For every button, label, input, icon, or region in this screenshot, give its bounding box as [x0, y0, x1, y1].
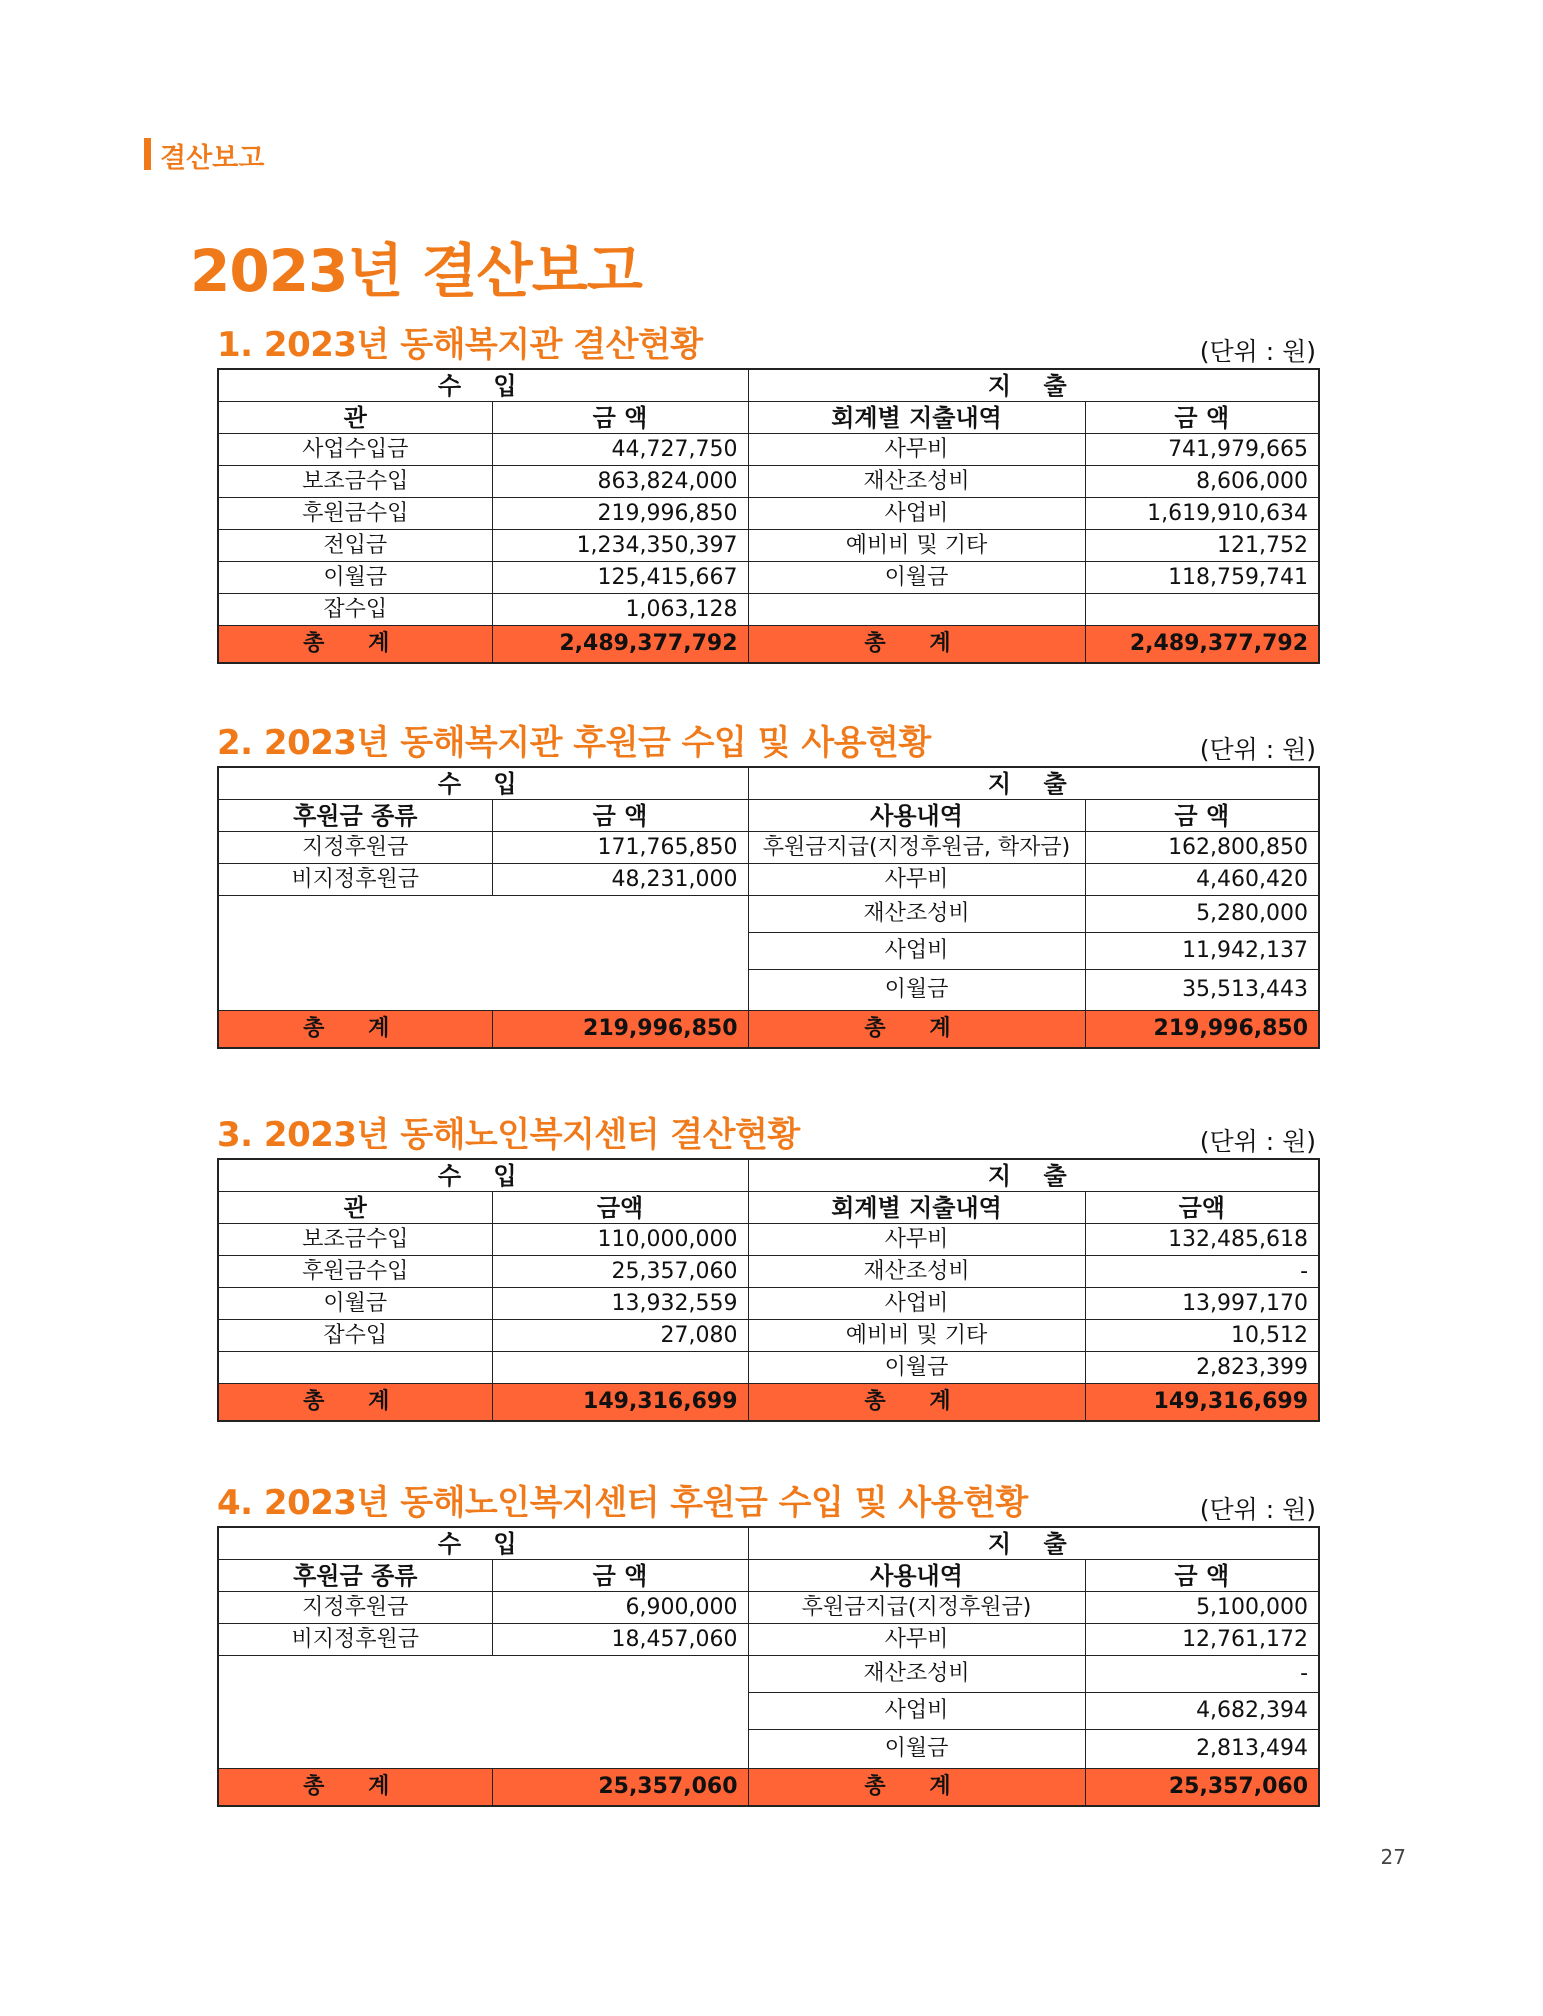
total-income: 25,357,060	[492, 1769, 748, 1807]
expense-header: 지 출	[748, 1159, 1319, 1192]
donation-table-2	[217, 766, 1320, 1049]
income-amount: 48,231,000	[492, 864, 748, 896]
expense-item: 이월금	[748, 970, 1085, 1011]
col-header: 금액	[1085, 1192, 1319, 1224]
total-expense: 149,316,699	[1085, 1384, 1319, 1422]
col-header: 회계별 지출내역	[748, 402, 1085, 434]
expense-amount: 2,813,494	[1085, 1730, 1319, 1769]
col-header: 금 액	[1085, 402, 1319, 434]
total-expense: 219,996,850	[1085, 1011, 1319, 1049]
expense-amount: 4,460,420	[1085, 864, 1319, 896]
expense-item: 재산조성비	[748, 1256, 1085, 1288]
expense-item: 이월금	[748, 562, 1085, 594]
expense-amount: 132,485,618	[1085, 1224, 1319, 1256]
expense-amount: 5,100,000	[1085, 1592, 1319, 1624]
table-row	[218, 1224, 1319, 1256]
expense-item: 사업비	[748, 498, 1085, 530]
expense-item	[748, 594, 1085, 626]
col-header: 사용내역	[748, 800, 1085, 832]
expense-item: 사무비	[748, 434, 1085, 466]
expense-header: 지 출	[748, 767, 1319, 800]
income-header: 수 입	[218, 369, 748, 402]
table-row	[218, 434, 1319, 466]
income-amount: 44,727,750	[492, 434, 748, 466]
expense-amount: -	[1085, 1256, 1319, 1288]
col-header: 회계별 지출내역	[748, 1192, 1085, 1224]
income-item: 후원금수입	[218, 498, 492, 530]
income-item: 후원금수입	[218, 1256, 492, 1288]
empty-cell	[218, 896, 748, 1011]
income-item: 사업수입금	[218, 434, 492, 466]
income-item: 잡수입	[218, 594, 492, 626]
table-row	[218, 1592, 1319, 1624]
expense-item: 재산조성비	[748, 1656, 1085, 1693]
income-item: 잡수입	[218, 1320, 492, 1352]
expense-item: 후원금지급(지정후원금)	[748, 1592, 1085, 1624]
expense-header: 지 출	[748, 1527, 1319, 1560]
expense-item: 사업비	[748, 1693, 1085, 1730]
income-amount: 25,357,060	[492, 1256, 748, 1288]
total-income: 149,316,699	[492, 1384, 748, 1422]
expense-item: 예비비 및 기타	[748, 1320, 1085, 1352]
income-item: 전입금	[218, 530, 492, 562]
col-header: 관	[218, 1192, 492, 1224]
expense-item: 사업비	[748, 933, 1085, 970]
table-row	[218, 1256, 1319, 1288]
total-row	[218, 1384, 1319, 1422]
income-item: 지정후원금	[218, 832, 492, 864]
income-amount: 18,457,060	[492, 1624, 748, 1656]
expense-item: 재산조성비	[748, 896, 1085, 933]
expense-amount	[1085, 594, 1319, 626]
income-amount: 13,932,559	[492, 1288, 748, 1320]
expense-amount: 1,619,910,634	[1085, 498, 1319, 530]
total-expense: 2,489,377,792	[1085, 626, 1319, 664]
total-label: 총 계	[748, 626, 1085, 664]
total-row	[218, 1769, 1319, 1807]
table-title: 4. 2023년 동해노인복지센터 후원금 수입 및 사용현황	[217, 1483, 1028, 1523]
expense-item: 예비비 및 기타	[748, 530, 1085, 562]
expense-amount: 118,759,741	[1085, 562, 1319, 594]
total-row	[218, 626, 1319, 664]
table-row	[218, 594, 1319, 626]
income-item: 이월금	[218, 1288, 492, 1320]
total-expense: 25,357,060	[1085, 1769, 1319, 1807]
expense-amount: 35,513,443	[1085, 970, 1319, 1011]
report-block-2	[217, 724, 1318, 1049]
unit-label: (단위 : 원)	[1199, 735, 1316, 764]
col-header: 관	[218, 402, 492, 434]
income-header: 수 입	[218, 767, 748, 800]
section-label: 결산보고	[160, 143, 265, 174]
empty-cell	[218, 1656, 748, 1769]
expense-item: 재산조성비	[748, 466, 1085, 498]
income-amount: 110,000,000	[492, 1224, 748, 1256]
table-row	[218, 1624, 1319, 1656]
expense-amount: 4,682,394	[1085, 1693, 1319, 1730]
income-amount	[492, 1352, 748, 1384]
total-label: 총 계	[218, 1769, 492, 1807]
total-row	[218, 1011, 1319, 1049]
total-label: 총 계	[218, 1384, 492, 1422]
page-number: 27	[1380, 1845, 1406, 1869]
income-item: 보조금수입	[218, 466, 492, 498]
income-item: 지정후원금	[218, 1592, 492, 1624]
table-row	[218, 1320, 1319, 1352]
table-row	[218, 1352, 1319, 1384]
col-header: 금 액	[1085, 800, 1319, 832]
total-income: 219,996,850	[492, 1011, 748, 1049]
report-block-1	[217, 326, 1318, 664]
unit-label: (단위 : 원)	[1199, 337, 1316, 366]
income-amount: 1,063,128	[492, 594, 748, 626]
page-title: 2023년 결산보고	[190, 237, 642, 305]
section-marker	[144, 138, 151, 170]
expense-amount: 121,752	[1085, 530, 1319, 562]
table-row	[218, 1656, 1319, 1693]
expense-amount: 162,800,850	[1085, 832, 1319, 864]
expense-amount: 2,823,399	[1085, 1352, 1319, 1384]
expense-item: 사업비	[748, 1288, 1085, 1320]
col-header: 후원금 종류	[218, 1560, 492, 1592]
expense-amount: 12,761,172	[1085, 1624, 1319, 1656]
income-amount: 6,900,000	[492, 1592, 748, 1624]
col-header: 후원금 종류	[218, 800, 492, 832]
expense-item: 이월금	[748, 1352, 1085, 1384]
total-label: 총 계	[748, 1384, 1085, 1422]
income-header: 수 입	[218, 1159, 748, 1192]
settlement-table-1	[217, 368, 1320, 664]
table-title: 2. 2023년 동해복지관 후원금 수입 및 사용현황	[217, 723, 931, 763]
col-header: 금 액	[492, 800, 748, 832]
report-block-4	[217, 1484, 1318, 1807]
table-title: 1. 2023년 동해복지관 결산현황	[217, 325, 703, 365]
expense-amount: 11,942,137	[1085, 933, 1319, 970]
expense-amount: 741,979,665	[1085, 434, 1319, 466]
income-item	[218, 1352, 492, 1384]
table-row	[218, 1288, 1319, 1320]
expense-item: 사무비	[748, 864, 1085, 896]
income-amount: 219,996,850	[492, 498, 748, 530]
expense-header: 지 출	[748, 369, 1319, 402]
expense-item: 사무비	[748, 1624, 1085, 1656]
expense-item: 후원금지급(지정후원금, 학자금)	[748, 832, 1085, 864]
income-item: 비지정후원금	[218, 1624, 492, 1656]
donation-table-4	[217, 1526, 1320, 1807]
total-label: 총 계	[748, 1011, 1085, 1049]
income-amount: 125,415,667	[492, 562, 748, 594]
income-amount: 1,234,350,397	[492, 530, 748, 562]
income-item: 보조금수입	[218, 1224, 492, 1256]
expense-amount: -	[1085, 1656, 1319, 1693]
total-label: 총 계	[218, 1011, 492, 1049]
table-row	[218, 498, 1319, 530]
income-amount: 171,765,850	[492, 832, 748, 864]
table-row	[218, 562, 1319, 594]
expense-amount: 8,606,000	[1085, 466, 1319, 498]
table-row	[218, 832, 1319, 864]
total-income: 2,489,377,792	[492, 626, 748, 664]
col-header: 금 액	[492, 402, 748, 434]
expense-item: 사무비	[748, 1224, 1085, 1256]
table-title: 3. 2023년 동해노인복지센터 결산현황	[217, 1115, 800, 1155]
table-row	[218, 864, 1319, 896]
expense-item: 이월금	[748, 1730, 1085, 1769]
income-item: 이월금	[218, 562, 492, 594]
col-header: 금 액	[1085, 1560, 1319, 1592]
table-row	[218, 530, 1319, 562]
expense-amount: 10,512	[1085, 1320, 1319, 1352]
report-block-3	[217, 1116, 1318, 1422]
col-header: 금 액	[492, 1560, 748, 1592]
settlement-table-3	[217, 1158, 1320, 1422]
total-label: 총 계	[218, 626, 492, 664]
income-amount: 27,080	[492, 1320, 748, 1352]
income-header: 수 입	[218, 1527, 748, 1560]
expense-amount: 13,997,170	[1085, 1288, 1319, 1320]
income-item: 비지정후원금	[218, 864, 492, 896]
income-amount: 863,824,000	[492, 466, 748, 498]
expense-amount: 5,280,000	[1085, 896, 1319, 933]
unit-label: (단위 : 원)	[1199, 1127, 1316, 1156]
col-header: 금액	[492, 1192, 748, 1224]
total-label: 총 계	[748, 1769, 1085, 1807]
col-header: 사용내역	[748, 1560, 1085, 1592]
table-row	[218, 896, 1319, 933]
table-row	[218, 466, 1319, 498]
unit-label: (단위 : 원)	[1199, 1495, 1316, 1524]
